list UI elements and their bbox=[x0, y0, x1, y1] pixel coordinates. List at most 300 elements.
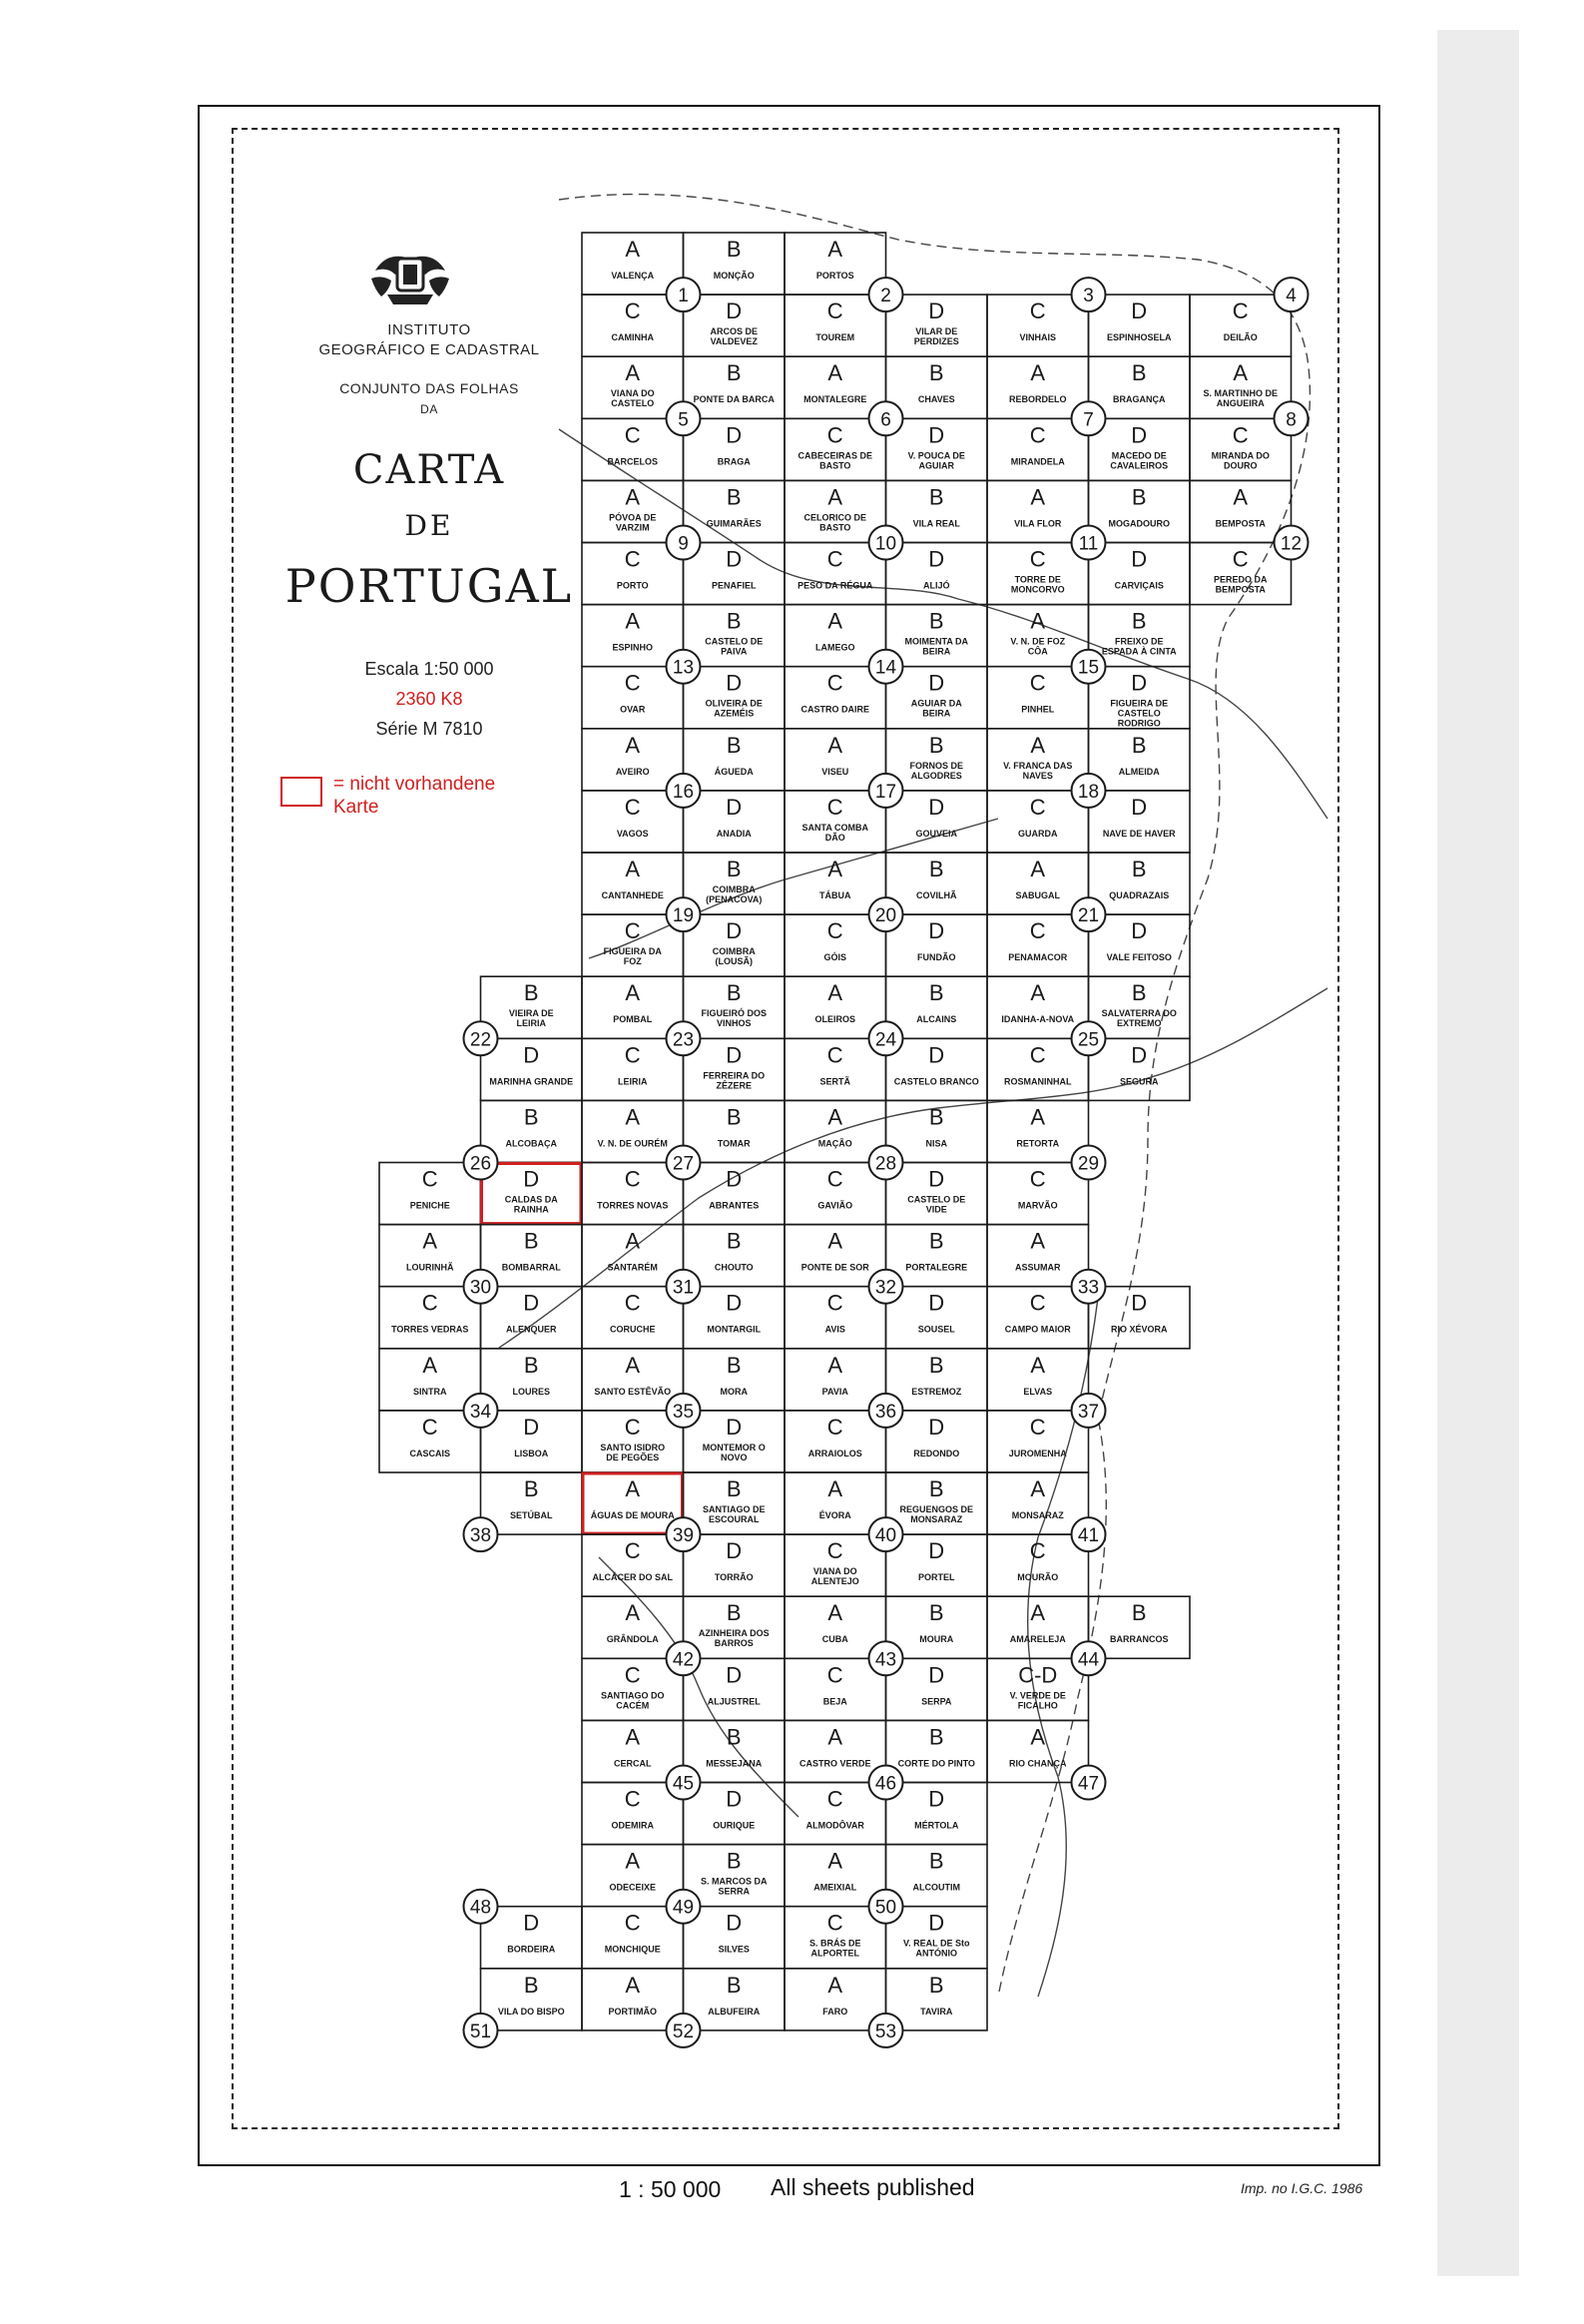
sheet-letter: B bbox=[928, 857, 944, 881]
index-marker bbox=[869, 1641, 903, 1675]
sheet-name bbox=[822, 1634, 848, 1644]
sheet-name-line: JUROMENHA bbox=[1008, 1448, 1067, 1458]
sheet-name bbox=[1019, 332, 1056, 342]
sheet-letter: C bbox=[1029, 794, 1046, 820]
sheet-name bbox=[594, 1386, 671, 1397]
sheet-name bbox=[706, 1758, 763, 1768]
index-marker bbox=[464, 1270, 498, 1304]
sheet-name bbox=[1119, 767, 1160, 777]
index-marker-number: 15 bbox=[1077, 657, 1100, 679]
sheet-name bbox=[799, 1758, 871, 1768]
index-marker bbox=[667, 1766, 701, 1800]
sheet-letter: C bbox=[826, 794, 843, 820]
sheet-name-line: FERREIRA DO bbox=[703, 1070, 766, 1081]
index-marker-number: 2 bbox=[880, 286, 891, 307]
sheet-name-line: S. BRÁS DE bbox=[808, 1938, 861, 1949]
sheet-name-line: CERCAL bbox=[614, 1758, 652, 1769]
sheet-letter: A bbox=[827, 1600, 843, 1626]
sheet-name bbox=[1001, 1014, 1074, 1024]
sheet-letter: B bbox=[726, 1476, 742, 1501]
index-marker bbox=[869, 1146, 903, 1180]
sheet-name-line: PORTO bbox=[616, 580, 649, 591]
sheet-name-line: BEIRA bbox=[922, 646, 951, 657]
sheet-name bbox=[1212, 450, 1270, 470]
index-marker-number: 3 bbox=[1083, 286, 1094, 307]
sheet-letter: A bbox=[625, 1848, 641, 1874]
index-marker-number: 45 bbox=[672, 1773, 695, 1795]
index-marker bbox=[1275, 278, 1309, 311]
index-marker-number: 10 bbox=[874, 533, 897, 555]
sheet-name-line: BARRANCOS bbox=[1110, 1634, 1169, 1645]
sheet-letter: C bbox=[1029, 670, 1046, 696]
sheet-letter: B bbox=[1131, 1600, 1147, 1626]
index-marker-number: 27 bbox=[672, 1153, 695, 1175]
index-marker bbox=[1275, 401, 1309, 435]
sheet-name bbox=[811, 1566, 859, 1586]
catalog-code: 2360 K8 bbox=[395, 689, 463, 709]
sheet-letter: B bbox=[1131, 360, 1147, 386]
sheet-name-line: AVIS bbox=[824, 1324, 845, 1335]
index-marker bbox=[1072, 1270, 1106, 1304]
sheet-name-line: CASTRO VERDE bbox=[798, 1758, 871, 1769]
sheet-letter: C bbox=[624, 794, 641, 820]
sheet-letter: B bbox=[523, 1972, 539, 1998]
sheet-letter: D bbox=[726, 918, 743, 944]
sheet-name-line: AZEMÉIS bbox=[714, 708, 755, 719]
sheet-name bbox=[818, 1138, 852, 1148]
sheet-name bbox=[800, 705, 869, 715]
sheet-name-line: LISBOA bbox=[514, 1448, 549, 1458]
sheet-name-line: COIMBRA bbox=[712, 884, 756, 894]
sheet-name bbox=[710, 326, 758, 346]
index-marker bbox=[869, 1766, 903, 1800]
sheet-name bbox=[1107, 332, 1172, 342]
index-marker bbox=[869, 1890, 903, 1924]
sheet-name bbox=[1008, 952, 1068, 962]
sheet-letter: C bbox=[1029, 546, 1046, 572]
sheet-name-line: ALPORTEL bbox=[810, 1948, 859, 1959]
sheet-letter: D bbox=[1131, 918, 1148, 944]
index-marker-number: 51 bbox=[469, 2021, 492, 2042]
sheet-name-line: TOUREM bbox=[815, 332, 855, 343]
sheet-name bbox=[1109, 518, 1171, 528]
sheet-letter: C bbox=[421, 1414, 438, 1440]
sheet-name-line: NAVE DE HAVER bbox=[1102, 828, 1176, 839]
sheet-name bbox=[715, 1572, 754, 1582]
sheet-name bbox=[1005, 1325, 1071, 1335]
sheet-name-line: CASTELO bbox=[611, 398, 655, 409]
sheet-name-line: SINTRA bbox=[413, 1386, 447, 1397]
sheet-name bbox=[713, 946, 756, 966]
sheet-name-line: MONTARGIL bbox=[707, 1324, 762, 1335]
sheet-name bbox=[719, 1945, 750, 1955]
sheet-letter: D bbox=[928, 918, 945, 944]
sheet-name bbox=[822, 1387, 849, 1397]
index-marker bbox=[464, 1021, 498, 1055]
sheet-name-line: MACEDO DE bbox=[1111, 450, 1167, 461]
sheet-name-line: SANTIAGO DE bbox=[702, 1504, 766, 1514]
sheet-name-line: ÉVORA bbox=[818, 1510, 851, 1520]
index-marker bbox=[464, 1890, 498, 1924]
sheet-name bbox=[703, 1504, 766, 1524]
sheet-letter: C bbox=[1029, 1166, 1046, 1192]
sheet-name-line: ÁGUEDA bbox=[714, 766, 754, 777]
sheet-letter: C bbox=[826, 1414, 843, 1440]
index-marker-number: 42 bbox=[672, 1649, 695, 1671]
sheet-name bbox=[1018, 1201, 1058, 1211]
index-marker-number: 34 bbox=[469, 1401, 492, 1423]
sheet-letter: B bbox=[726, 1352, 742, 1378]
sheet-name-line: VILA DO BISPO bbox=[497, 2006, 565, 2017]
sheet-name bbox=[709, 1201, 759, 1211]
index-marker-number: 7 bbox=[1083, 409, 1094, 431]
sheet-letter: B bbox=[928, 484, 944, 510]
sheet-name-line: SANTIAGO DO bbox=[600, 1690, 665, 1701]
sheet-name bbox=[1216, 518, 1267, 528]
index-marker-number: 12 bbox=[1280, 533, 1303, 555]
sheet-name-line: AGUIAR DA bbox=[910, 698, 962, 709]
index-marker-number: 36 bbox=[874, 1401, 897, 1423]
sheet-letter: C bbox=[421, 1166, 438, 1192]
index-marker bbox=[1072, 650, 1106, 684]
sheet-name bbox=[1009, 394, 1067, 404]
map-title-carta: CARTA bbox=[352, 447, 506, 493]
sheet-letter: B bbox=[523, 1352, 539, 1378]
index-marker-number: 31 bbox=[672, 1277, 695, 1299]
sheet-letter: D bbox=[726, 546, 743, 572]
sheet-letter: D bbox=[928, 1538, 945, 1564]
sheet-letter: D bbox=[1131, 422, 1148, 448]
sheet-name-line: AMEIXIAL bbox=[813, 1882, 857, 1893]
sheet-name-line: ALCOBAÇA bbox=[505, 1138, 557, 1149]
sheet-letter: A bbox=[1233, 360, 1249, 386]
sheet-name bbox=[911, 699, 962, 719]
sheet-name-line: DÃO bbox=[824, 832, 845, 843]
sheet-name bbox=[809, 1939, 861, 1959]
sheet-letter: A bbox=[625, 237, 641, 262]
sheet-letter: D bbox=[726, 298, 743, 324]
sheet-letter: A bbox=[625, 1476, 641, 1501]
sheet-name bbox=[409, 1449, 450, 1458]
sheet-name-line: ALENQUER bbox=[505, 1324, 557, 1335]
sheet-letter: A bbox=[422, 1228, 438, 1254]
index-marker-number: 53 bbox=[874, 2021, 897, 2042]
sheet-name-line: SANTA COMBA bbox=[801, 822, 868, 833]
sheet-name-line: SETÚBAL bbox=[510, 1510, 553, 1520]
index-marker-number: 18 bbox=[1077, 781, 1100, 803]
sheet-letter: C bbox=[826, 1786, 843, 1812]
sheet-name-line: ODECEIXE bbox=[609, 1882, 657, 1893]
sheet-name bbox=[806, 1820, 865, 1831]
sheet-name bbox=[1110, 699, 1168, 729]
sheet-name bbox=[707, 518, 762, 528]
sheet-letter: D bbox=[726, 422, 743, 448]
sheet-name bbox=[823, 951, 846, 962]
sheet-letter: B bbox=[928, 1228, 944, 1254]
sheet-name-line: SEGURA bbox=[1119, 1076, 1159, 1087]
sheet-name bbox=[1016, 890, 1061, 900]
sheet-name bbox=[803, 512, 866, 532]
index-marker bbox=[869, 2014, 903, 2047]
sheet-letter: B bbox=[726, 608, 742, 634]
sheet-name-line: CANTANHEDE bbox=[601, 890, 664, 900]
sheet-name bbox=[617, 581, 649, 591]
sheet-name bbox=[918, 1572, 955, 1582]
index-marker-number: 50 bbox=[874, 1897, 897, 1919]
sheet-name bbox=[921, 1696, 952, 1706]
sheet-name bbox=[1120, 1076, 1159, 1086]
sheet-name-line: OLIVEIRA DE bbox=[705, 698, 763, 709]
sheet-name bbox=[714, 271, 755, 281]
sheet-letter: D bbox=[1131, 1290, 1148, 1316]
sheet-letter: C bbox=[826, 1662, 843, 1688]
sheet-name-line: FICALHO bbox=[1017, 1700, 1058, 1711]
sheet-name-line: SILVES bbox=[718, 1944, 750, 1955]
sheet-letter: A bbox=[1030, 484, 1046, 510]
index-marker bbox=[667, 278, 701, 311]
index-marker-number: 21 bbox=[1077, 905, 1100, 927]
sheet-letter: C bbox=[1029, 918, 1046, 944]
sheet-letter: D bbox=[1131, 670, 1148, 696]
sheet-letter: C bbox=[1232, 298, 1249, 324]
sheet-letter: B bbox=[523, 1476, 539, 1501]
sheet-letter: B bbox=[726, 980, 742, 1006]
sheet-name bbox=[1203, 388, 1278, 408]
institute-name-line2: GEOGRÁFICO E CADASTRAL bbox=[318, 341, 540, 358]
sheet-name-line: ALCOUTIM bbox=[912, 1882, 960, 1893]
sheet-name-line: ÁGUAS DE MOURA bbox=[590, 1510, 675, 1520]
sheet-name-line: ALBUFEIRA bbox=[708, 2006, 761, 2017]
sheet-name-line: SOUSEL bbox=[917, 1324, 955, 1335]
sheet-name-line: ANTÓNIO bbox=[915, 1948, 957, 1959]
sheet-name bbox=[1111, 1325, 1168, 1335]
sheet-name-line: CHOUTO bbox=[714, 1262, 754, 1273]
index-marker-number: 22 bbox=[469, 1029, 492, 1051]
index-marker-number: 35 bbox=[672, 1401, 695, 1423]
sheet-letter: C bbox=[624, 298, 641, 324]
sheet-letter: D bbox=[928, 1166, 945, 1192]
sheet-letter: D bbox=[726, 1042, 743, 1068]
sheet-name-line: VIDE bbox=[925, 1204, 947, 1215]
sheet-name-line: CAVALEIROS bbox=[1110, 460, 1169, 471]
index-marker-number: 38 bbox=[469, 1525, 492, 1547]
index-marker-number: 14 bbox=[874, 657, 897, 679]
sheet-letter: A bbox=[1030, 1228, 1046, 1254]
sheet-name-line: SANTO ESTÊVÃO bbox=[594, 1386, 672, 1397]
sheet-name bbox=[918, 1325, 956, 1335]
sheet-name bbox=[909, 761, 963, 781]
sheet-letter: C bbox=[1232, 546, 1249, 572]
index-marker-number: 44 bbox=[1077, 1649, 1100, 1671]
sheet-name bbox=[703, 1443, 766, 1462]
sheet-letter: C bbox=[624, 670, 641, 696]
sheet-name-line: SERTÃ bbox=[819, 1076, 851, 1087]
sheet-name-line: FIGUEIRÓ DOS bbox=[701, 1008, 768, 1019]
sheet-letter: C bbox=[826, 298, 843, 324]
sheet-name-line: NISA bbox=[925, 1138, 948, 1149]
index-marker-number: 5 bbox=[678, 409, 689, 431]
sheet-letter: A bbox=[827, 980, 843, 1006]
sheet-name bbox=[916, 890, 957, 900]
sheet-name bbox=[1017, 1572, 1058, 1582]
sheet-name-line: CARVIÇAIS bbox=[1114, 580, 1164, 591]
index-marker-number: 17 bbox=[874, 781, 897, 803]
sheet-letter: A bbox=[827, 1476, 843, 1501]
sheet-letter: A bbox=[625, 1352, 641, 1378]
index-marker bbox=[667, 774, 701, 808]
sheet-name-line: PONTE DE SOR bbox=[800, 1262, 869, 1273]
sheet-name-line: VINHOS bbox=[716, 1018, 752, 1029]
sheet-name bbox=[1115, 581, 1164, 591]
sheet-name-line: SERRA bbox=[718, 1886, 751, 1897]
sheet-name bbox=[1018, 829, 1058, 839]
sheet-letter: A bbox=[827, 1228, 843, 1254]
index-marker bbox=[667, 401, 701, 435]
sheet-name-line: BOMBARRAL bbox=[501, 1262, 561, 1273]
index-marker-number: 9 bbox=[678, 533, 689, 555]
sheet-letter: B bbox=[726, 1972, 742, 1998]
index-marker bbox=[667, 1394, 701, 1428]
sheet-name-line: PORTEL bbox=[917, 1572, 955, 1583]
sheet-name bbox=[505, 1195, 558, 1215]
sheet-name-line: V. POUCA DE bbox=[907, 450, 965, 461]
set-title-line1: CONJUNTO DAS FOLHAS bbox=[339, 380, 519, 396]
sheet-name bbox=[598, 1138, 668, 1148]
sheet-letter: C bbox=[624, 1414, 641, 1440]
sheet-letter: C bbox=[421, 1290, 438, 1316]
index-marker bbox=[1072, 526, 1106, 560]
sheet-name-line: BORDEIRA bbox=[507, 1944, 556, 1955]
sheet-name-line: BRAGANÇA bbox=[1113, 394, 1166, 405]
sheet-letter: C bbox=[624, 1042, 641, 1068]
sheet-name-line: PAIVA bbox=[721, 646, 748, 657]
sheet-name-line: ARRAIOLOS bbox=[807, 1448, 862, 1458]
sheet-name-line: VINHAIS bbox=[1019, 332, 1057, 343]
sheet-name bbox=[1016, 1138, 1059, 1148]
sheet-name bbox=[894, 1076, 979, 1086]
sheet-name-line: CABECEIRAS DE bbox=[797, 450, 873, 461]
sheet-name bbox=[817, 1201, 852, 1211]
sheet-letter: B bbox=[726, 1104, 742, 1130]
sheet-name-line: MOURA bbox=[919, 1634, 954, 1645]
index-marker-number: 47 bbox=[1077, 1773, 1100, 1795]
sheet-name bbox=[715, 1263, 754, 1273]
sheet-name-line: ALCÁCER DO SAL bbox=[592, 1572, 673, 1583]
sheet-name bbox=[1012, 1510, 1064, 1520]
sheet-name bbox=[914, 326, 959, 346]
sheet-letter: B bbox=[928, 980, 944, 1006]
sheet-name-line: BARCELOS bbox=[607, 456, 659, 467]
sheet-letter: A bbox=[1030, 1476, 1046, 1501]
sheet-name bbox=[413, 1387, 447, 1397]
sheet-name-line: TORRÃO bbox=[714, 1572, 754, 1583]
sheet-name-line: ESPADA À CINTA bbox=[1101, 646, 1177, 657]
sheet-name-line: AGUIAR bbox=[918, 460, 954, 471]
sheet-name-line: MOURÃO bbox=[1017, 1572, 1059, 1583]
sheet-letter: D bbox=[928, 1662, 945, 1688]
sheet-name bbox=[708, 2007, 760, 2017]
sheet-name-line: VALE FEITOSO bbox=[1106, 952, 1172, 963]
sheet-letter: C bbox=[826, 1290, 843, 1316]
sheet-name-line: V. VERDE DE bbox=[1009, 1690, 1066, 1701]
sheet-letter: D bbox=[928, 1910, 945, 1936]
index-marker bbox=[667, 1517, 701, 1551]
sheet-letter: A bbox=[625, 1972, 641, 1998]
sheet-name bbox=[814, 1014, 855, 1024]
sheet-name bbox=[1224, 332, 1258, 342]
sheet-name bbox=[715, 767, 755, 777]
sheet-letter: A bbox=[1233, 484, 1249, 510]
sheet-name bbox=[602, 890, 664, 900]
sheet-letter: A bbox=[827, 1848, 843, 1874]
sheet-name bbox=[819, 1510, 852, 1520]
sheet-letter: D bbox=[1131, 794, 1148, 820]
sheet-name-line: BRAGA bbox=[717, 456, 751, 467]
sheet-name bbox=[514, 1449, 549, 1458]
sheet-letter: A bbox=[827, 484, 843, 510]
sheet-letter: C bbox=[826, 1538, 843, 1564]
index-marker bbox=[1072, 1146, 1106, 1180]
sheet-name-line: PÓVOA DE bbox=[609, 512, 657, 523]
sheet-name-line: FORNOS DE bbox=[909, 760, 964, 771]
sheet-name-line: DEILÃO bbox=[1223, 332, 1258, 343]
sheet-name bbox=[916, 1014, 956, 1024]
sheet-letter: D bbox=[726, 1910, 743, 1936]
index-marker bbox=[464, 1394, 498, 1428]
sheet-name bbox=[911, 1387, 962, 1397]
sheet-letter: C bbox=[624, 1290, 641, 1316]
sheet-name bbox=[821, 767, 848, 777]
sheet-name-line: ABRANTES bbox=[709, 1200, 760, 1211]
sheet-letter: C bbox=[1029, 1538, 1046, 1564]
sheet-name-line: ESPINHOSELA bbox=[1106, 332, 1172, 343]
index-marker bbox=[1072, 1641, 1106, 1675]
index-marker-number: 1 bbox=[678, 286, 689, 307]
sheet-name bbox=[899, 1504, 973, 1524]
sheet-letter: B bbox=[726, 1600, 742, 1626]
sheet-name-line: V. FRANCA DAS bbox=[1003, 760, 1073, 771]
map-title-portugal: PORTUGAL bbox=[284, 559, 574, 613]
sheet-letter: C bbox=[826, 422, 843, 448]
sheet-name bbox=[600, 1443, 665, 1462]
sheet-name-line: MARINHA GRANDE bbox=[489, 1076, 574, 1087]
sheet-letter: A bbox=[625, 360, 641, 386]
sheet-name bbox=[1011, 575, 1065, 595]
sheet-letter: B bbox=[726, 857, 742, 881]
sheet-name-line: ALCAINS bbox=[916, 1014, 957, 1025]
sheet-name bbox=[718, 456, 751, 466]
sheet-letter: B bbox=[928, 732, 944, 758]
sheet-letter: A bbox=[625, 1724, 641, 1750]
index-marker bbox=[667, 1641, 701, 1675]
sheet-letter: A bbox=[625, 980, 641, 1006]
sheet-name bbox=[1102, 1008, 1177, 1028]
sheet-name bbox=[502, 1263, 561, 1273]
sheet-name bbox=[609, 511, 656, 532]
sheet-letter: A bbox=[827, 237, 843, 262]
sheet-name-line: MONSARAZ bbox=[910, 1514, 963, 1524]
sheet-name-line: IDANHA-A-NOVA bbox=[1001, 1014, 1075, 1025]
sheet-name bbox=[612, 332, 655, 342]
sheet-name bbox=[593, 1572, 674, 1582]
sheet-name-line: CACÉM bbox=[616, 1700, 650, 1711]
sheet-name bbox=[1010, 1634, 1067, 1644]
sheet-name-line: ALGODRES bbox=[910, 770, 962, 781]
sheet-letter: C bbox=[1029, 1414, 1046, 1440]
sheet-letter: C bbox=[624, 1166, 641, 1192]
sheet-name bbox=[898, 1758, 975, 1768]
sheet-name bbox=[406, 1263, 454, 1273]
